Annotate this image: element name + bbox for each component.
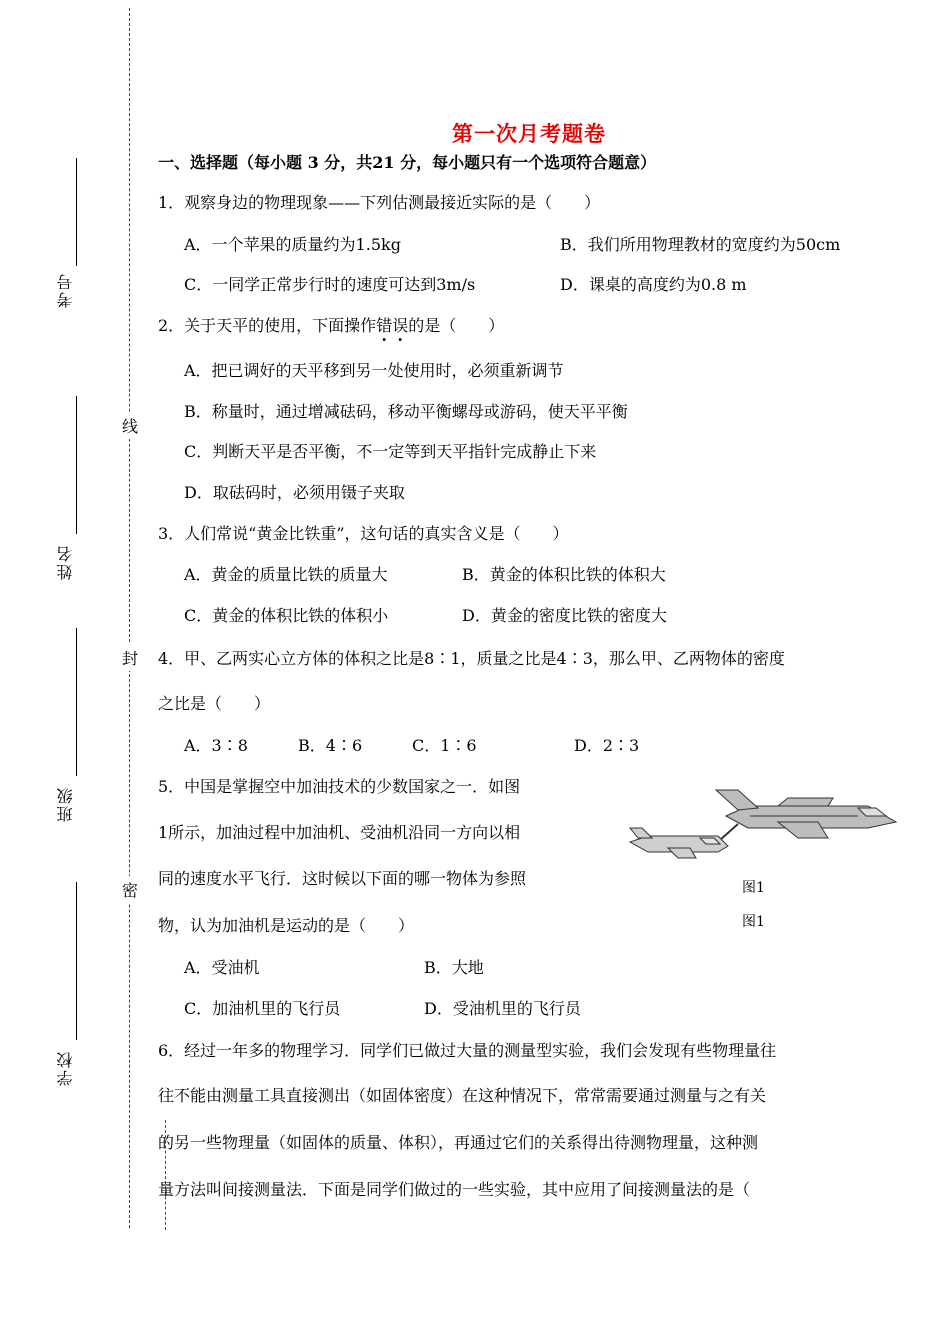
q6-stem-line4: 量方法叫间接测量法．下面是同学们做过的一些实验，其中应用了间接测量法的是（ [158,1180,751,1199]
receiver-aircraft-icon [630,828,728,858]
seal-char-seal: 封 [122,644,138,671]
q4-option-c: C．1∶6 [412,736,477,755]
school-blank[interactable] [76,882,77,1040]
q1-option-c: C．一同学正常步行时的速度可达到3m/s [184,275,476,294]
page-title: 第一次月考题卷 [452,121,606,146]
q2-stem-pre: 2．关于天平的使用，下面操作 [158,316,377,335]
q2-emphasis-2: 误 [392,316,409,335]
q5-stem-line3: 同的速度水平飞行．这时候以下面的哪一物体为参照 [158,869,527,888]
q2-option-a: A．把已调好的天平移到另一处使用时，必须重新调节 [184,361,564,380]
exam-number-label: 考号 [56,272,75,308]
q4-option-d: D．2∶3 [574,736,640,755]
q3-option-a: A．黄金的质量比铁的质量大 [184,565,388,584]
class-label: 班级 [56,786,75,822]
q5-option-d: D．受油机里的飞行员 [424,999,581,1018]
q2-option-d: D．取砝码时，必须用镊子夹取 [184,483,405,502]
q2-option-b: B．称量时，通过增减砝码，移动平衡螺母或游码，使天平平衡 [184,402,628,421]
q5-option-b: B．大地 [424,958,484,977]
exam-number-blank[interactable] [76,158,77,266]
school-label: 学校 [56,1050,75,1086]
q5-stem-line2: 1所示，加油过程中加油机、受油机沿同一方向以相 [158,823,521,842]
tanker-aircraft-icon [716,790,896,838]
q3-option-b: B．黄金的体积比铁的体积大 [462,565,666,584]
q5-stem-line4: 物，认为加油机是运动的是（ ） [158,916,415,935]
q6-stem-line2: 往不能由测量工具直接测出（如固体密度）在这种情况下，常常需要通过测量与之有关 [158,1086,767,1105]
q4-stem-line2: 之比是（ ） [158,694,271,713]
q1-option-b: B．我们所用物理教材的宽度约为50cm [560,235,841,254]
q2-option-c: C．判断天平是否平衡，不一定等到天平指针完成静止下来 [184,442,597,461]
q5-stem-line1: 5．中国是掌握空中加油技术的少数国家之一．如图 [158,777,521,796]
name-blank[interactable] [76,396,77,534]
q6-stem-line3: 的另一些物理量（如固体的质量、体积），再通过它们的关系得出待测物理量，这种测 [158,1133,759,1152]
q2-stem-post: 的是（ ） [408,316,505,335]
q4-option-b: B．4∶6 [298,736,363,755]
section-heading: 一、选择题（每小题 3 分，共21 分，每小题只有一个选项符合题意） [158,153,657,172]
figure-1-caption-repeat: 图1 [742,914,765,930]
name-label: 姓名 [56,544,75,580]
aerial-refueling-figure [628,776,900,866]
q2-stem [158,313,504,336]
q4-option-a: A．3∶8 [184,736,248,755]
seal-char-line: 线 [122,412,138,439]
figure-1-caption: 图1 [742,880,765,896]
q1-stem: 1．观察身边的物理现象——下列估测最接近实际的是（ ） [158,193,601,212]
q5-option-c: C．加油机里的飞行员 [184,999,341,1018]
q5-option-a: A．受油机 [184,958,260,977]
refueling-hose [720,824,738,840]
q4-stem-line1: 4．甲、乙两实心立方体的体积之比是8∶1，质量之比是4∶3，那么甲、乙两物体的密度 [158,649,785,668]
q3-option-d: D．黄金的密度比铁的密度大 [462,606,667,625]
seal-char-secret: 密 [122,876,138,903]
class-blank[interactable] [76,628,77,776]
q6-stem-line1: 6．经过一年多的物理学习．同学们已做过大量的测量型实验，我们会发现有些物理量往 [158,1041,777,1060]
q3-stem: 3．人们常说“黄金比铁重”，这句话的真实含义是（ ） [158,524,569,543]
q3-option-c: C．黄金的体积比铁的体积小 [184,606,389,625]
q1-option-d: D．课桌的高度约为0.8 m [560,275,747,294]
q1-option-a: A．一个苹果的质量约为1.5kg [184,235,401,254]
dashed-binding-line [129,8,130,1228]
q2-emphasis-1: 错 [376,316,393,335]
